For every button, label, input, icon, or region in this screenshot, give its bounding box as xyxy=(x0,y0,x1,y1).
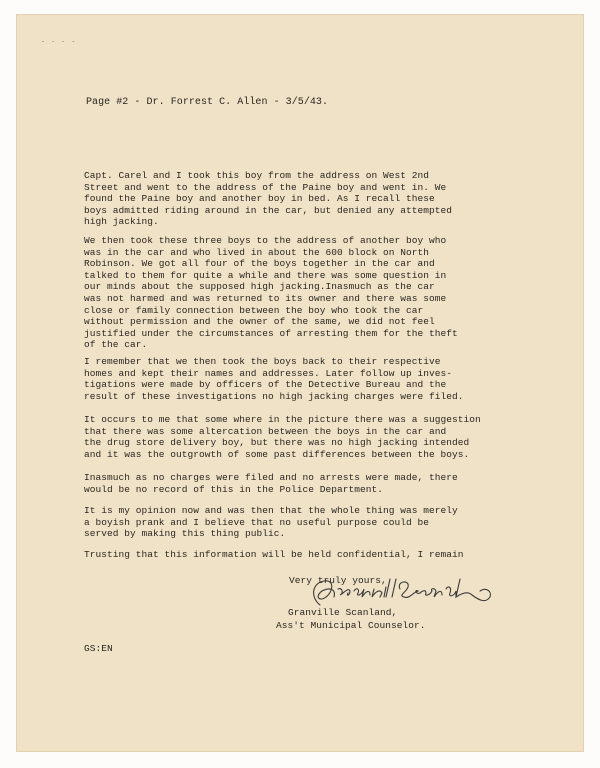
text-line: found the Paine boy and another boy in bed. As I recall these xyxy=(84,193,435,205)
text-line: homes and kept their names and addresses. Later follow up inves- xyxy=(84,367,453,379)
text-line: without permission and the owner of the same, we did not feel xyxy=(84,316,435,328)
paragraph-7 xyxy=(84,549,464,561)
text-line: would be no record of this in the Police Department. xyxy=(84,483,384,495)
paragraph-5 xyxy=(84,472,458,495)
text-line: close or family connection between the boy who took the car xyxy=(84,304,424,316)
text-line: of the car. xyxy=(84,339,148,351)
text-line: a boyish prank and I believe that no useful purpose could be xyxy=(84,516,430,528)
text-line: result of these investigations no high jacking charges were filed. xyxy=(84,390,464,402)
text-line: talked to them for quite a while and there was some question in xyxy=(84,269,447,281)
text-line: high jacking. xyxy=(84,216,159,228)
page-header: Page #2 - Dr. Forrest C. Allen - 3/5/43. xyxy=(86,97,329,108)
paragraph-4 xyxy=(84,414,481,460)
text-line: It is my opinion now and was then that the whole thing was merely xyxy=(84,505,458,516)
text-line: justified under the circumstances of arresting them for the theft xyxy=(84,327,458,339)
signer-title: Ass't Municipal Counselor. xyxy=(276,620,426,631)
text-line: Capt. Carel and I took this boy from the address on West 2nd xyxy=(84,170,430,181)
closing-salutation: Very truly yours, xyxy=(289,575,387,586)
corner-marks: - - - - xyxy=(42,38,78,45)
text-line: and it was the outgrowth of some past differences between the boys. xyxy=(84,448,470,460)
text-line: Street and went to the address of the Paine boy and went in. We xyxy=(84,181,447,193)
text-line: Trusting that this information will be held confidential, I remain xyxy=(84,549,464,560)
text-line: We then took these three boys to the address of another boy who xyxy=(84,235,447,246)
text-line: It occurs to me that some where in the picture there was a suggestion xyxy=(84,414,481,425)
text-line: the drug store delivery boy, but there was no high jacking intended xyxy=(84,437,470,449)
paragraph-2 xyxy=(84,235,458,351)
paragraph-6 xyxy=(84,505,458,540)
text-line: served by making this thing public. xyxy=(84,528,286,540)
text-line: tigations were made by officers of the Detective Bureau and the xyxy=(84,379,447,391)
text-line: I remember that we then took the boys back to their respective xyxy=(84,356,441,367)
paragraph-3 xyxy=(84,356,464,402)
text-line: was not harmed and was returned to its owner and there was some xyxy=(84,292,447,304)
paragraph-1 xyxy=(84,170,452,228)
signer-name: Granville Scanland, xyxy=(288,607,398,618)
text-line: our minds about the supposed high jacking.Inasmuch as the car xyxy=(84,281,435,293)
typist-initials: GS:EN xyxy=(84,643,113,654)
text-line: Robinson. We got all four of the boys together in the car and xyxy=(84,258,435,270)
text-line: that there was some altercation between the boys in the car and xyxy=(84,425,447,437)
text-line: was in the car and who lived in about the 600 block on North xyxy=(84,246,430,258)
text-line: Inasmuch as no charges were filed and no arrests were made, there xyxy=(84,472,458,483)
text-line: boys admitted riding around in the car, but denied any attempted xyxy=(84,204,453,216)
